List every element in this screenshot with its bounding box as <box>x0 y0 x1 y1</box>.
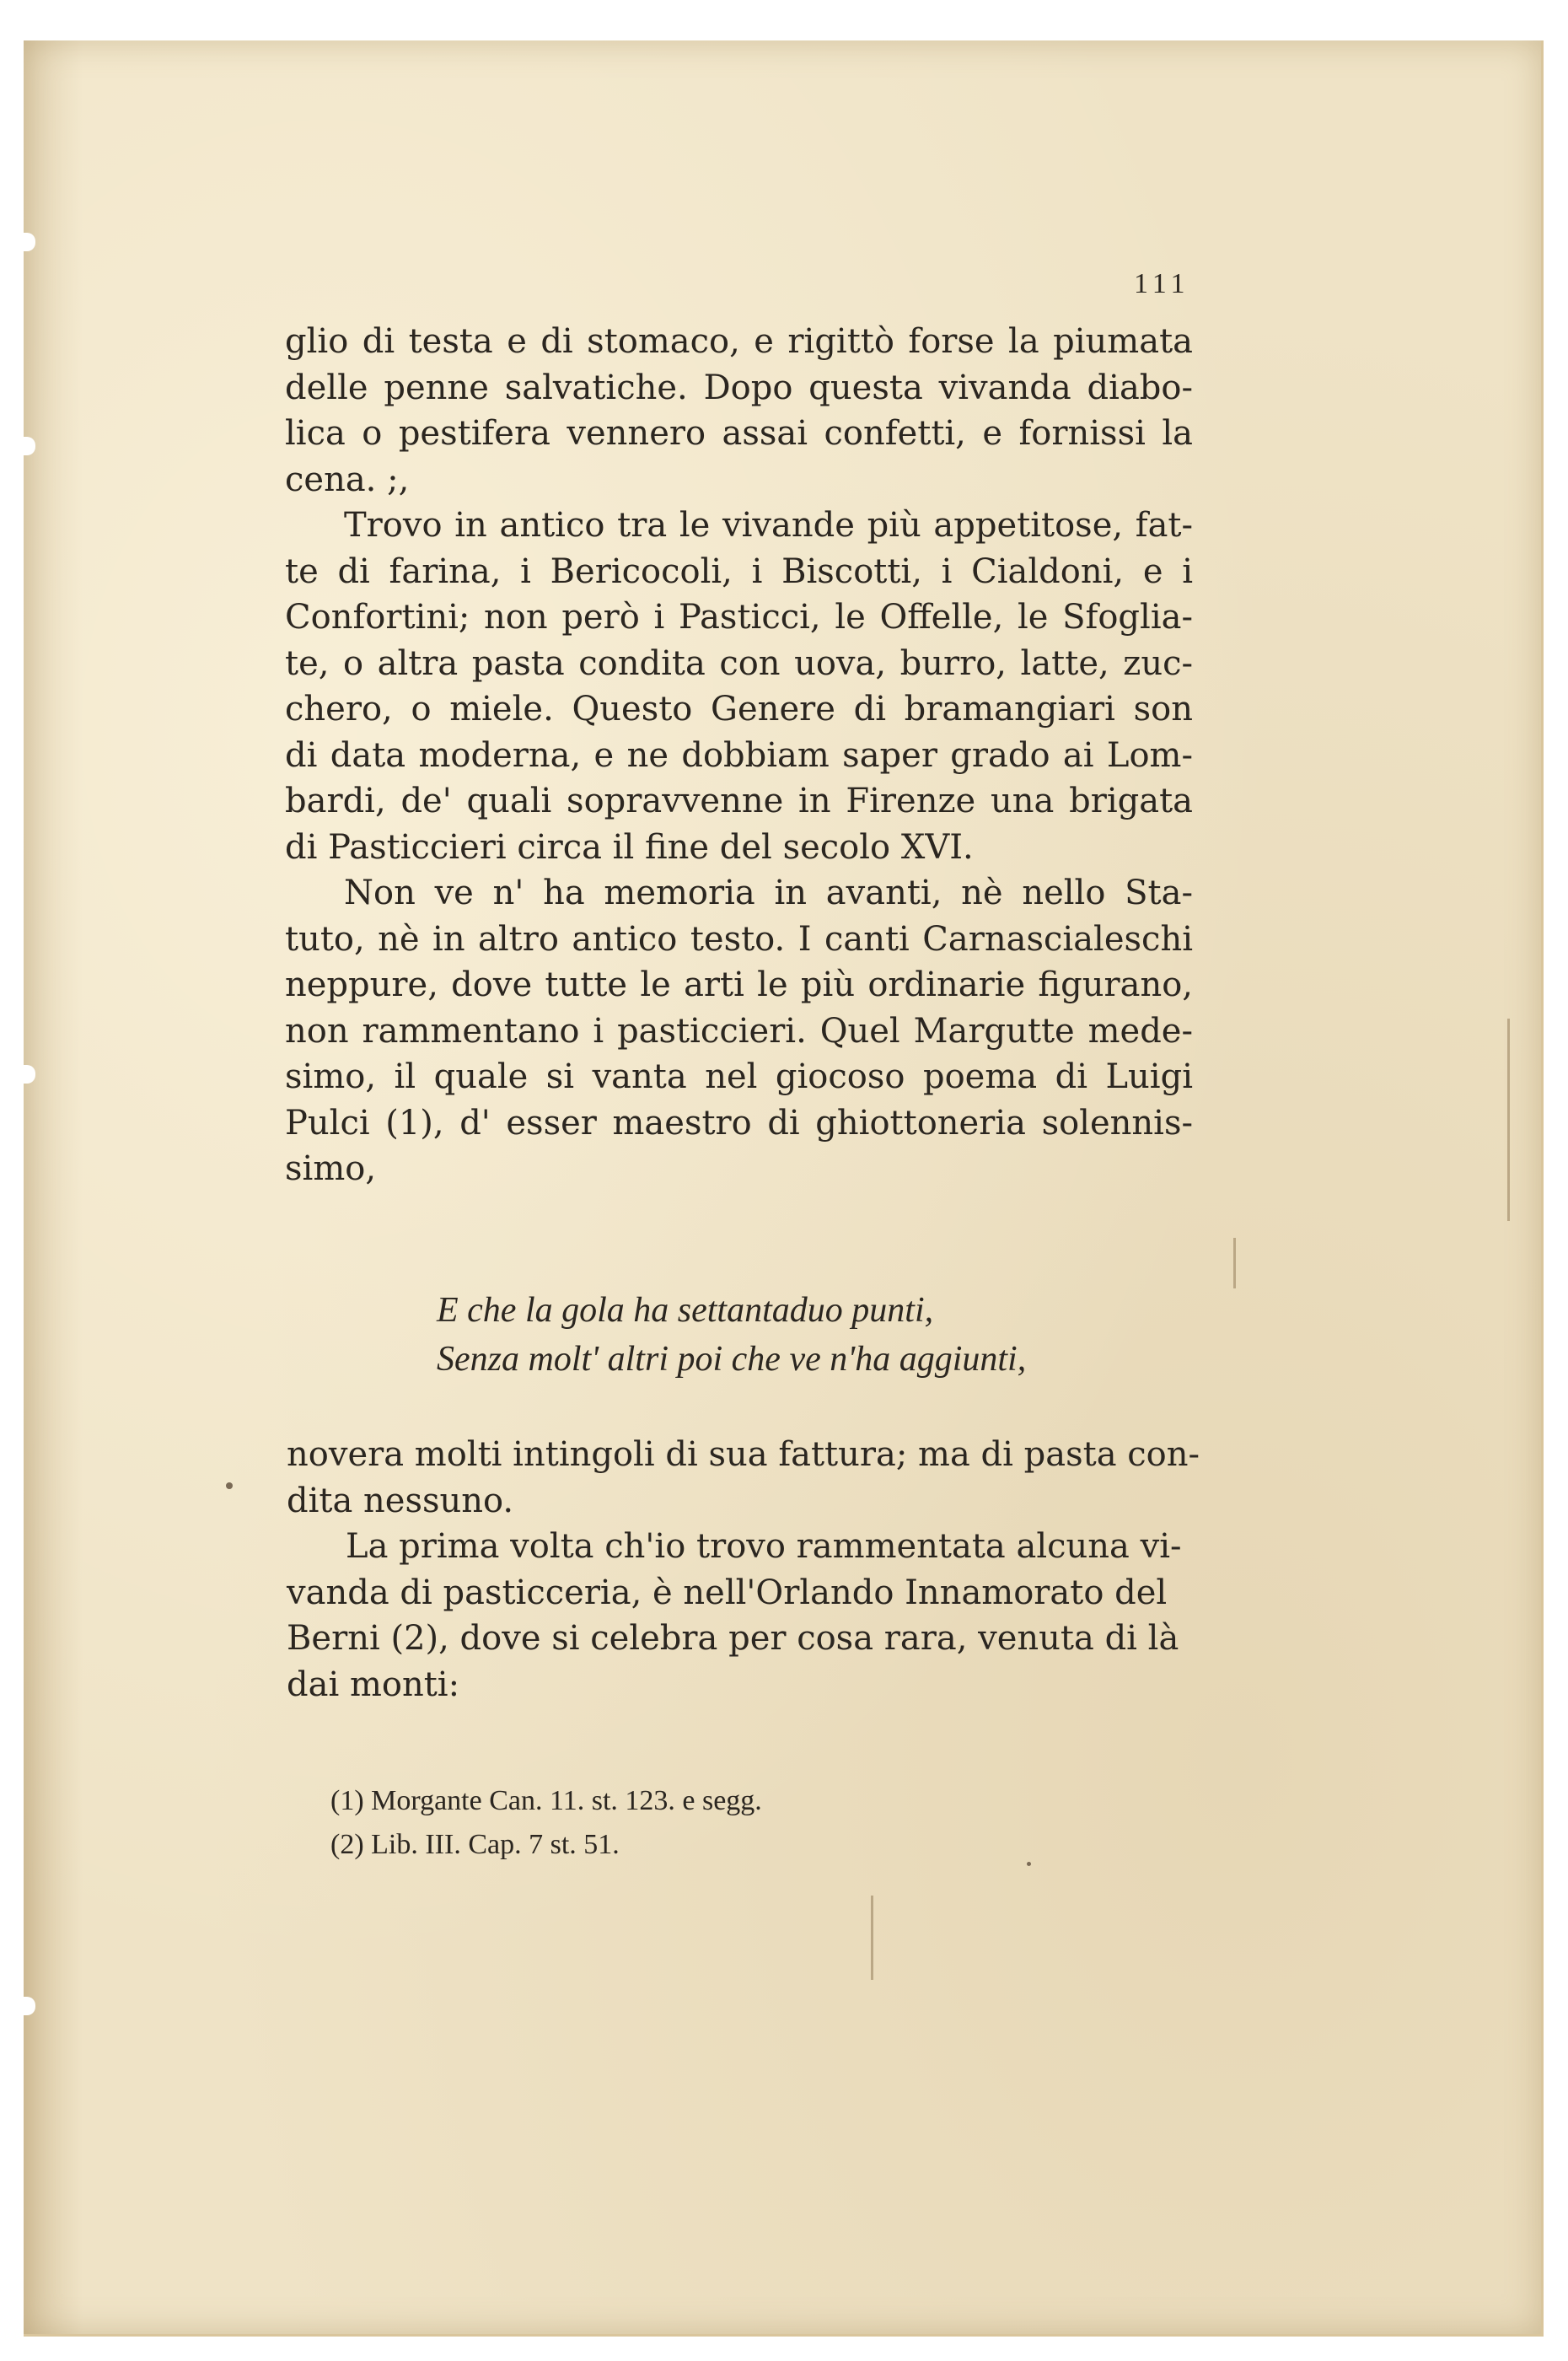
ink-speck <box>226 1482 233 1489</box>
text-line: dita nessuno. <box>287 1481 514 1520</box>
text-line: non rammentano i pasticcieri. Quel Margutte mede- <box>285 1011 1193 1051</box>
footnote: (1) Morgante Can. 11. st. 123. e segg. <box>330 1785 762 1816</box>
footnotes <box>330 1779 762 1867</box>
text-line: novera molti intingoli di sua fattura; ma di pasta con- <box>287 1435 1200 1474</box>
text-line: Berni (2), dove si celebra per cosa rara, venuta di là <box>287 1619 1179 1658</box>
paper-crease <box>1507 1019 1510 1221</box>
text-line: Pulci (1), d' esser maestro di ghiottoneria solennis- <box>285 1103 1193 1143</box>
verse-line: Senza molt' altri poi che ve n'ha aggiunti, <box>437 1340 1027 1379</box>
text-line: chero, o miele. Questo Genere di bramangiari son <box>285 690 1193 729</box>
binding-hole <box>24 1065 35 1084</box>
text-line: te, o altra pasta condita con uova, burro, latte, zuc- <box>285 643 1193 683</box>
text-line: La prima volta ch'io trovo rammentata alcuna vi- <box>346 1527 1182 1566</box>
text-line: bardi, de' quali sopravvenne in Firenze una brigata <box>285 782 1193 820</box>
text-line: glio di testa e di stomaco, e rigittò forse la piumata <box>285 322 1193 361</box>
binding-hole <box>24 437 35 455</box>
text-line: Trovo in antico tra le vivande più appetitose, fat- <box>344 506 1193 545</box>
text-line: simo, <box>285 1149 377 1188</box>
text-line: neppure, dove tutte le arti le più ordinarie figurano, <box>285 965 1193 1004</box>
text-line: tuto, nè in altro antico testo. I canti Carnascialeschi <box>285 919 1193 959</box>
main-text-continued <box>287 1432 1200 1708</box>
text-line: lica o pestifera vennero assai confetti, e fornissi la <box>285 414 1193 453</box>
text-line: dai monti: <box>287 1665 460 1704</box>
text-line: te di farina, i Bericocoli, i Biscotti, i Cialdoni, e i <box>285 551 1193 591</box>
binding-hole <box>24 1997 35 2015</box>
text-line: simo, il quale si vanta nel giocoso poema di Luigi <box>285 1057 1193 1096</box>
text-line: Confortini; non però i Pasticci, le Offelle, le Sfoglia- <box>285 598 1193 637</box>
text-line: di data moderna, e ne dobbiam saper grado ai Lom- <box>285 735 1193 775</box>
verse-line: E che la gola ha settantaduo punti, <box>437 1291 934 1330</box>
main-text <box>285 319 1193 1192</box>
text-line: Non ve n' ha memoria in avanti, nè nello Sta- <box>344 874 1193 912</box>
paper-crease <box>1233 1238 1236 1288</box>
text-line: vanda di pasticceria, è nell'Orlando Innamorato del <box>287 1573 1168 1612</box>
paper-crease <box>871 1896 873 1980</box>
page-number: 111 <box>1134 268 1190 299</box>
footnote: (2) Lib. III. Cap. 7 st. 51. <box>330 1829 620 1860</box>
text-line: di Pasticcieri circa il fine del secolo XVI. <box>285 827 974 867</box>
binding-hole <box>24 233 35 251</box>
verse-quote <box>437 1286 1026 1384</box>
ink-speck <box>1027 1862 1031 1866</box>
text-line: cena. ;, <box>285 460 410 499</box>
text-line: delle penne salvatiche. Dopo questa vivanda diabo- <box>285 368 1193 407</box>
